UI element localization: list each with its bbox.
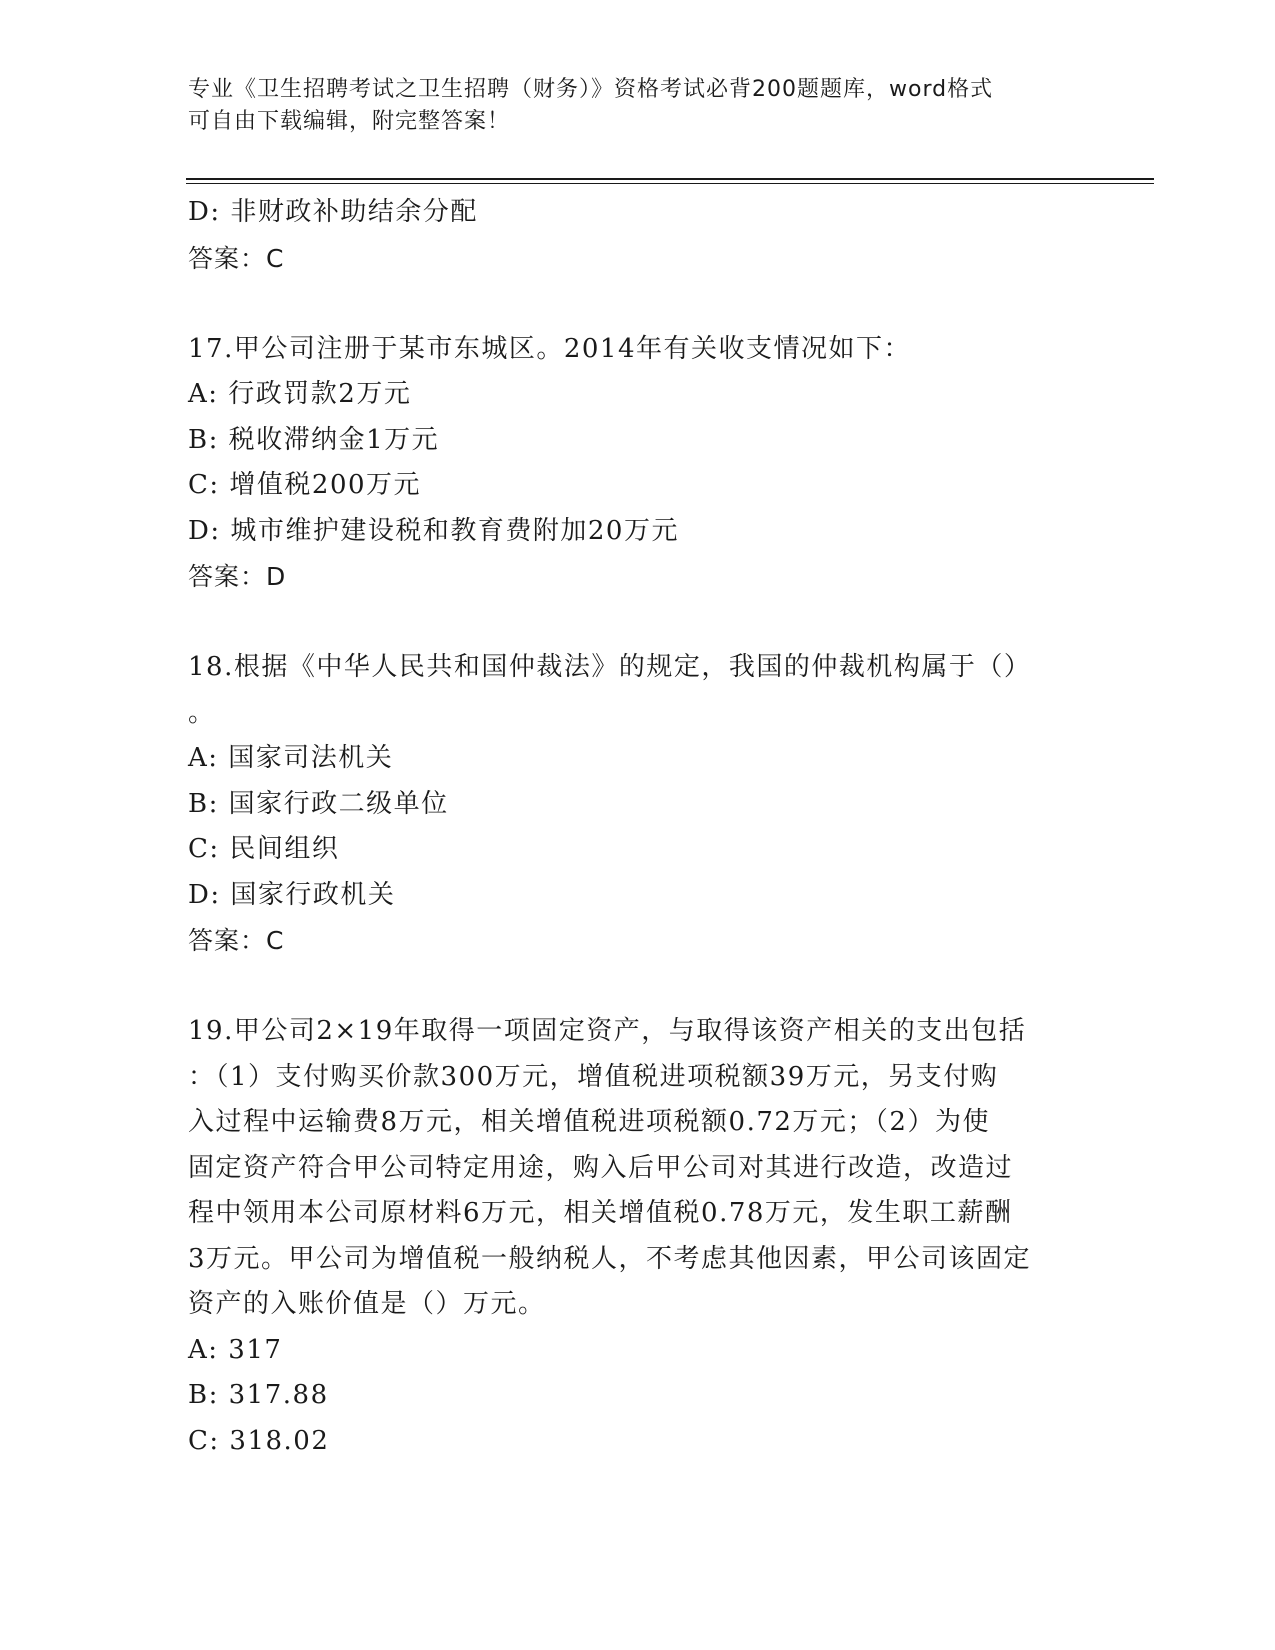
header-title-line-2: 可自由下载编辑，附完整答案！ bbox=[188, 109, 511, 134]
q16-answer: 答案：C bbox=[188, 243, 285, 273]
q17-option-b: B: 税收滞纳金1万元 bbox=[188, 424, 440, 455]
q18-answer: 答案：C bbox=[188, 926, 285, 955]
q18-stem-line-1: 18.根据《中华人民共和国仲裁法》的规定，我国的仲裁机构属于（） bbox=[188, 652, 1032, 682]
q18-option-a: A: 国家司法机关 bbox=[188, 743, 394, 773]
q19-option-c: C: 318.02 bbox=[188, 1425, 330, 1456]
q19-stem-line-7: 资产的入账价值是（）万元。 bbox=[188, 1289, 546, 1319]
spacer bbox=[188, 281, 1088, 327]
header-rule-thick bbox=[186, 178, 1154, 180]
question-19 bbox=[188, 1009, 1088, 1464]
q18-option-c: C: 民间组织 bbox=[188, 834, 340, 864]
document-header bbox=[188, 74, 1088, 138]
q19-option-b: B: 317.88 bbox=[188, 1380, 329, 1410]
q19-stem-line-2: ：（1）支付购买价款300万元，增值税进项税额39万元，另支付购 bbox=[188, 1061, 999, 1092]
q19-stem-line-4: 固定资产符合甲公司特定用途，购入后甲公司对其进行改造，改造过 bbox=[188, 1152, 1014, 1183]
question-16-tail bbox=[188, 190, 1088, 281]
header-rule-thin bbox=[186, 183, 1154, 184]
q16-option-d: D: 非财政补助结余分配 bbox=[188, 197, 478, 227]
spacer bbox=[188, 600, 1088, 646]
q17-stem: 17.甲公司注册于某市东城区。2014年有关收支情况如下： bbox=[188, 333, 912, 364]
q17-option-c: C: 增值税200万元 bbox=[188, 470, 422, 500]
question-18 bbox=[188, 645, 1088, 964]
q17-option-a: A: 行政罚款2万元 bbox=[188, 379, 412, 409]
q19-option-a: A: 317 bbox=[188, 1334, 283, 1365]
q17-option-d: D: 城市维护建设税和教育费附加20万元 bbox=[188, 515, 679, 546]
q19-stem-line-3: 入过程中运输费8万元，相关增值税进项税额0.72万元；（2）为使 bbox=[188, 1107, 990, 1137]
q19-stem-line-6: 3万元。甲公司为增值税一般纳税人，不考虑其他因素，甲公司该固定 bbox=[188, 1243, 1032, 1274]
question-17 bbox=[188, 327, 1088, 600]
q19-stem-line-1: 19.甲公司2×19年取得一项固定资产，与取得该资产相关的支出包括 bbox=[188, 1016, 1027, 1046]
q18-option-b: B: 国家行政二级单位 bbox=[188, 788, 449, 819]
q18-stem-line-2: 。 bbox=[188, 697, 216, 728]
q18-option-d: D: 国家行政机关 bbox=[188, 879, 396, 910]
question-list bbox=[188, 190, 1088, 1464]
header-title-line-1: 专业《卫生招聘考试之卫生招聘（财务）》资格考试必背200题题库，word格式 bbox=[188, 77, 994, 102]
q19-stem-line-5: 程中领用本公司原材料6万元，相关增值税0.78万元，发生职工薪酬 bbox=[188, 1198, 1013, 1228]
q17-answer: 答案：D bbox=[188, 562, 287, 591]
spacer bbox=[188, 964, 1088, 1010]
